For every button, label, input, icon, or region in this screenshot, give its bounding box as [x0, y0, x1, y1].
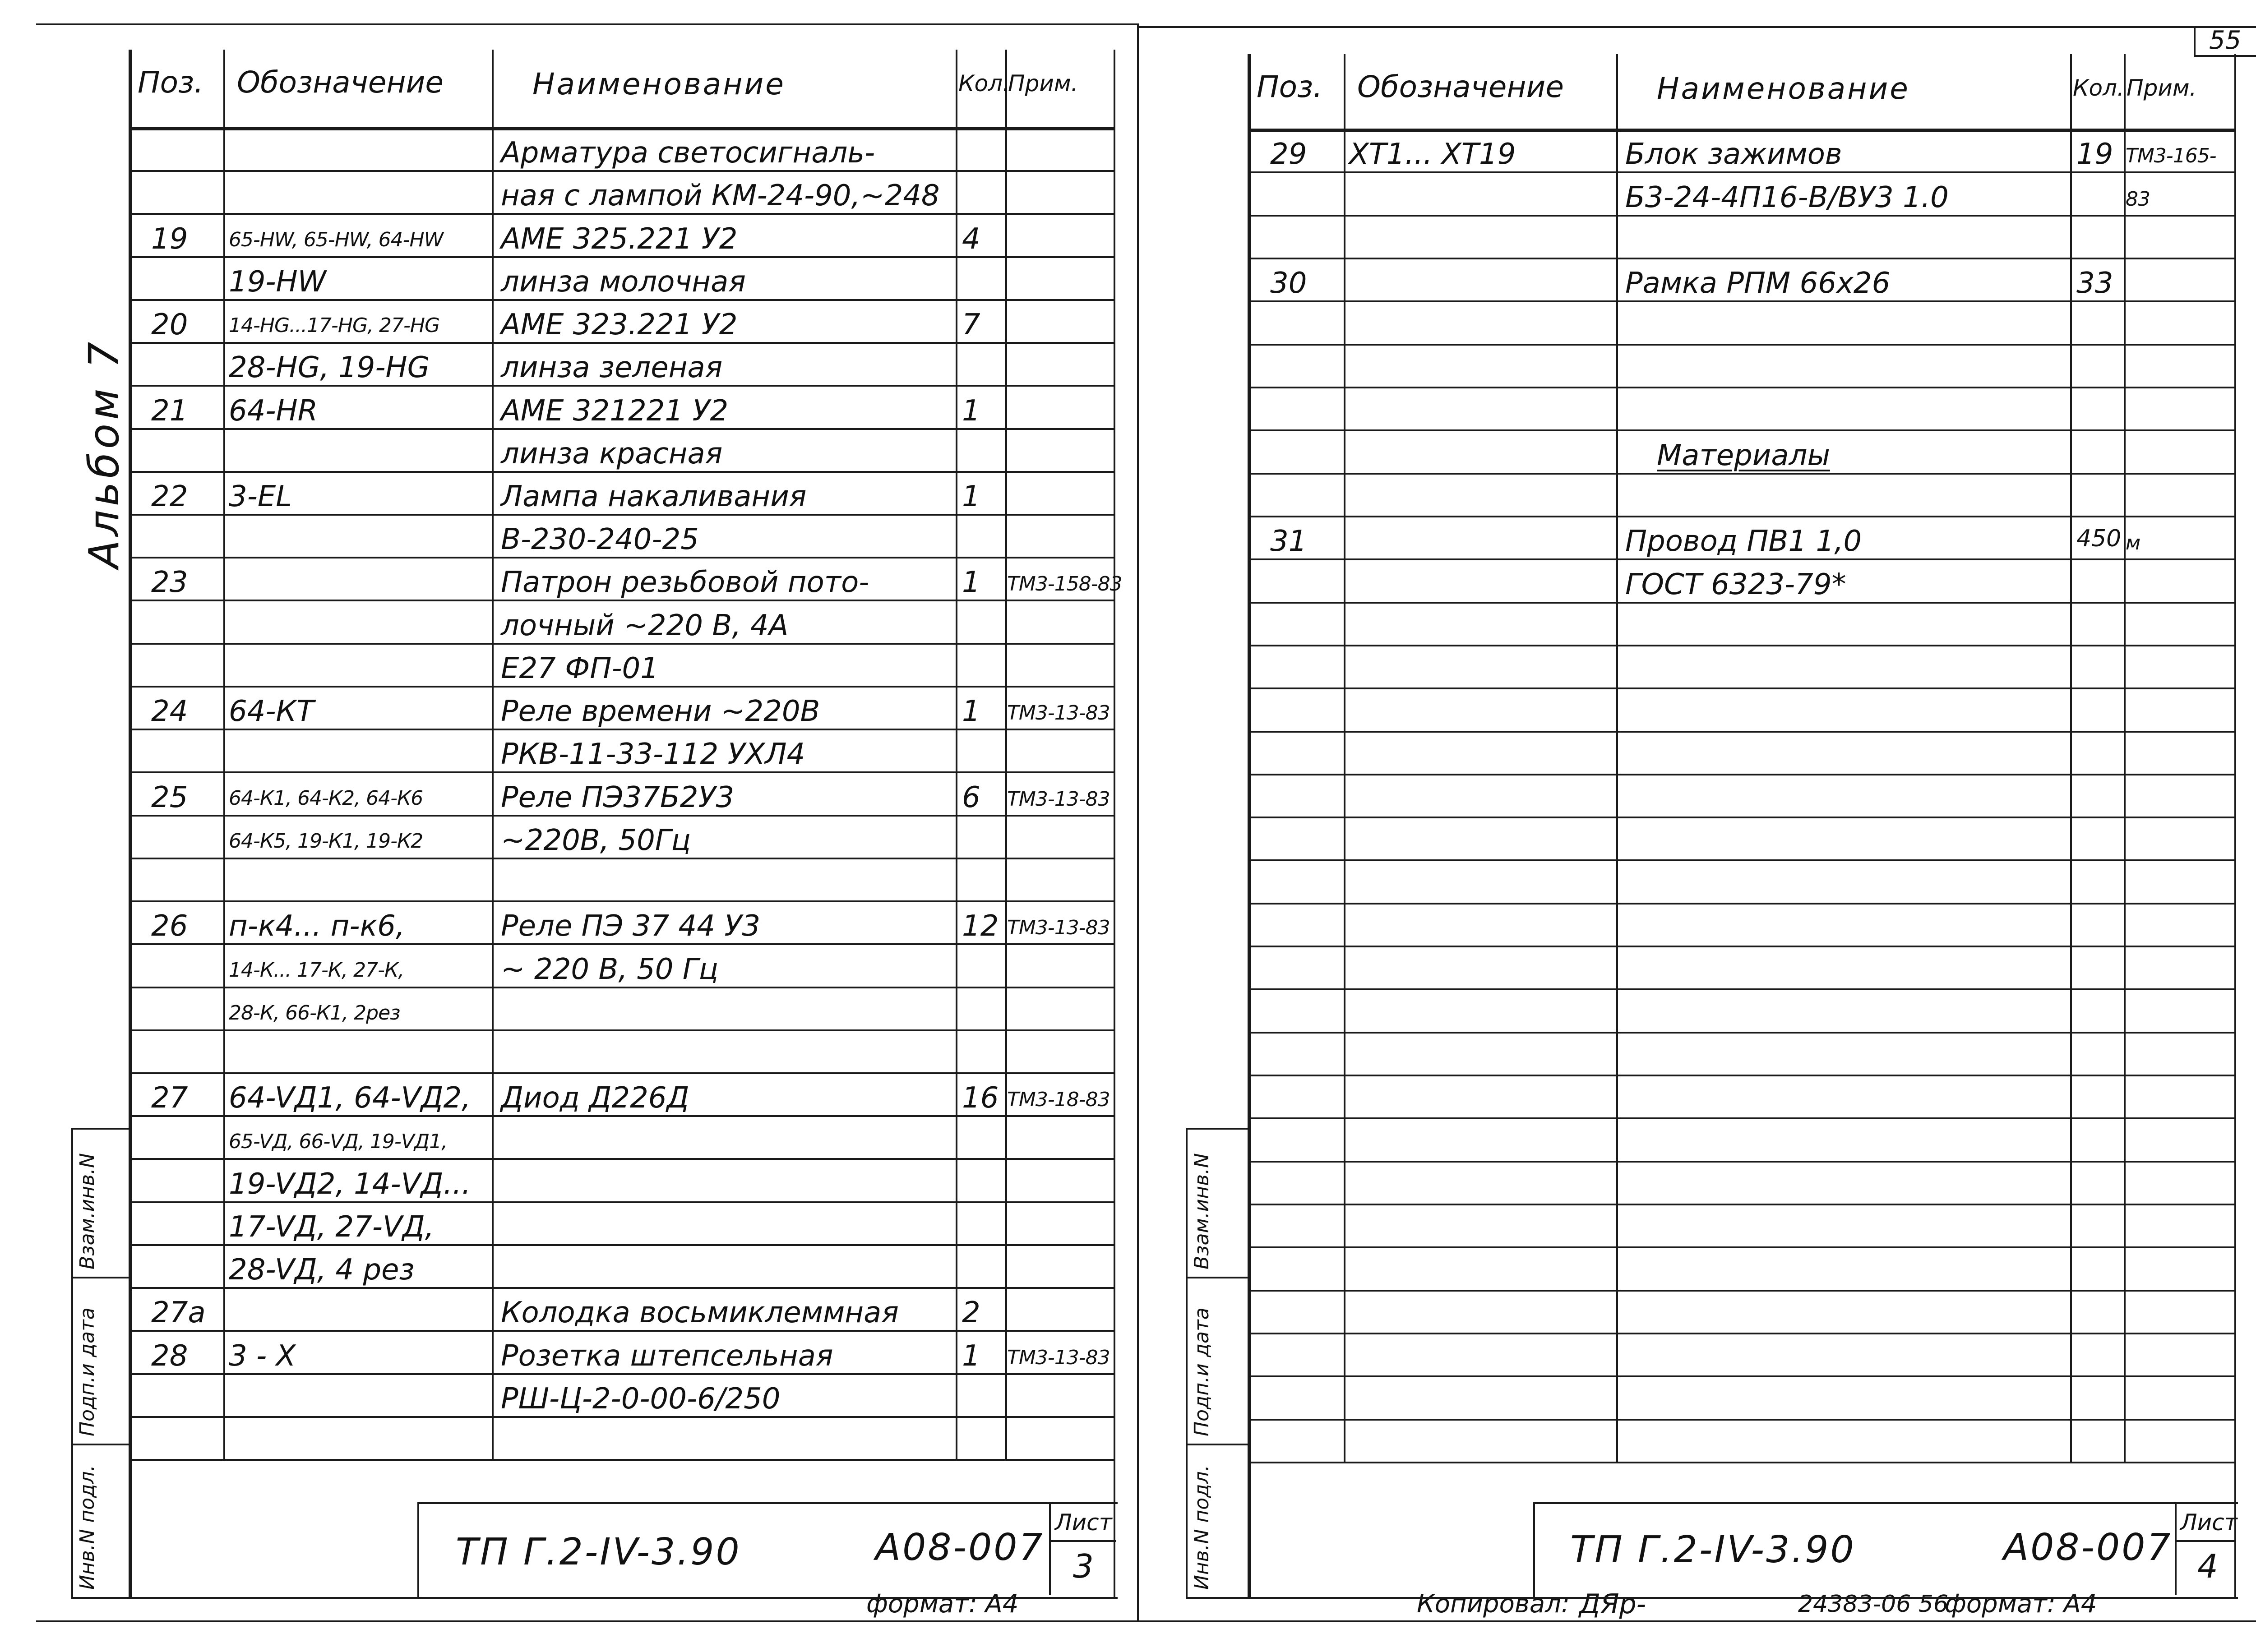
row-name: АМЕ 321221 У2: [501, 394, 729, 428]
copied-by-label: Копировал:: [1417, 1589, 1570, 1619]
sheet3-header-designation: Обозначение: [237, 65, 444, 100]
archive-number: 24383-06 56: [1798, 1591, 1949, 1618]
side-strip-top: [1186, 1128, 1248, 1130]
row-pos: 28: [151, 1339, 188, 1373]
sheet3-row-line: [129, 1115, 1114, 1117]
sheet3-row-line: [129, 643, 1114, 645]
sheet4-row-line: [1248, 1032, 2234, 1034]
sheet4-row-line: [1248, 300, 2234, 302]
sheet3-row-line: [129, 900, 1114, 902]
sheet4-row-line: [1248, 688, 2234, 689]
row-designation: 28-HG, 19-HG: [229, 351, 430, 385]
sheet3-frame-bottom: [129, 1597, 1114, 1599]
sheet3-row-line: [129, 600, 1114, 601]
album-label: Альбом 7: [80, 338, 128, 568]
row-name: Колодка восьмиклеммная: [501, 1296, 899, 1330]
sheet3-header-qty: Кол.: [958, 70, 1010, 97]
format-label-4: формат: А4: [1945, 1589, 2097, 1619]
row-note: ТМ3-18-83: [1007, 1088, 1110, 1112]
row-designation: 28-VД, 4 рез: [229, 1253, 415, 1287]
row-note: ТМ3-158-83: [1007, 572, 1122, 596]
sheet3-row-line: [129, 385, 1114, 387]
row-name: Лампа накаливания: [501, 480, 807, 514]
sheet3-row-line: [129, 815, 1114, 817]
sheet3-row-line: [129, 1158, 1114, 1160]
stamp-sheet-divider-3: [1049, 1502, 1051, 1595]
row-name: Рамка РПМ 66х26: [1625, 267, 1891, 300]
row-qty: 2: [962, 1296, 980, 1330]
row-designation: 64-HR: [229, 394, 318, 428]
sheet4-row-line: [1248, 859, 2234, 861]
sheet4-row-line: [1248, 817, 2234, 818]
bottom-border-line: [36, 1620, 2256, 1622]
row-qty: 1: [962, 480, 980, 514]
sheet4-row-line: [1248, 1462, 2234, 1463]
sheet4-row-line: [1248, 429, 2234, 431]
row-name: лочный ~220 В, 4А: [501, 609, 789, 642]
sheet4-row-line: [1248, 1161, 2234, 1163]
format-label-3: формат: А4: [866, 1589, 1019, 1619]
row-qty: 19: [2076, 138, 2113, 171]
row-qty: 450: [2076, 525, 2122, 553]
row-name: Реле времени ~220В: [501, 695, 820, 729]
sheet3-row-line: [129, 557, 1114, 558]
row-qty: 1: [962, 566, 980, 600]
sheet4-header-pos: Поз.: [1257, 69, 1323, 104]
row-name: РКВ-11-33-112 УХЛ4: [501, 738, 805, 771]
side-label-2: Инв.N подл.: [76, 1465, 99, 1590]
stamp-doc-3: А08-007: [875, 1526, 1045, 1569]
row-pos: 22: [151, 480, 188, 514]
stamp-sheet-line-4: [2175, 1540, 2236, 1542]
page-number: 55: [2209, 26, 2242, 55]
row-note: м: [2126, 531, 2140, 555]
row-designation: 28-К, 66-К1, 2рез: [229, 1001, 400, 1024]
row-name: АМЕ 323.221 У2: [501, 308, 738, 342]
sheet4-row-line: [1248, 731, 2234, 733]
side-strip-line: [71, 1128, 73, 1597]
sheet4-header-name: Наименование: [1657, 71, 1910, 106]
row-note: ТМ3-13-83: [1007, 787, 1110, 811]
sheet4-row-line: [1248, 258, 2234, 259]
sheet4-row-line: [1248, 387, 2234, 388]
row-designation: 64-К1, 64-К2, 64-К6: [229, 786, 423, 810]
row-qty: 12: [962, 909, 999, 943]
row-note: 83: [2126, 187, 2150, 211]
sheet3-col-line-1: [223, 50, 225, 1459]
sheet3-row-line: [129, 729, 1114, 730]
sheet4-col-line-2: [1616, 54, 1618, 1462]
sheet4-row-line: [1248, 988, 2234, 990]
sheet4-row-line: [1248, 1117, 2234, 1119]
row-name: линза молочная: [501, 265, 746, 299]
top-border-line: [36, 23, 1137, 25]
sheet4-row-line: [1248, 774, 2234, 775]
sheet3-row-line: [129, 686, 1114, 688]
row-note: ТМ3-165-: [2126, 144, 2216, 168]
row-pos: 29: [1270, 138, 1307, 171]
sheet4-col-line-4: [2124, 54, 2126, 1462]
sheet3-row-line: [129, 1459, 1114, 1461]
sheet4-header-qty: Кол.: [2073, 75, 2124, 101]
sheet3-row-line: [129, 1201, 1114, 1203]
sheet3-header-name: Наименование: [532, 67, 786, 102]
sheet3-row-line: [129, 471, 1114, 473]
sheet3-row-line: [129, 428, 1114, 430]
sheet3-col-line-3: [956, 50, 957, 1459]
row-designation: 3 - Х: [229, 1339, 296, 1373]
row-pos: 25: [151, 780, 188, 814]
row-designation: 14-К... 17-К, 27-К,: [229, 958, 404, 982]
sheet4-row-line: [1248, 1375, 2234, 1377]
row-name: Розетка штепсельная: [501, 1339, 833, 1373]
row-pos: 23: [151, 566, 188, 600]
sheet3-row-line: [129, 213, 1114, 215]
side-strip-sep: [1186, 1444, 1248, 1445]
row-qty: 1: [962, 1339, 980, 1373]
row-name: В-230-240-25: [501, 523, 699, 557]
row-name: Блок зажимов: [1625, 138, 1842, 171]
sheet4-row-line: [1248, 1290, 2234, 1292]
row-name: Патрон резьбовой пото-: [501, 566, 869, 600]
row-pos: 30: [1270, 267, 1307, 300]
sheet3-row-line: [129, 1330, 1114, 1332]
row-designation: 17-VД, 27-VД,: [229, 1210, 435, 1244]
sheet4-header-note: Прим.: [2127, 75, 2197, 101]
row-name: Провод ПВ1 1,0: [1625, 525, 1862, 558]
sheet4-header-designation: Обозначение: [1357, 69, 1564, 104]
sheet4-row-line: [1248, 1075, 2234, 1076]
sheet4-row-line: [1248, 344, 2234, 346]
row-designation: п-к4... п-к6,: [229, 909, 405, 943]
stamp-sheet-line-3: [1049, 1540, 1116, 1542]
side-strip-sep: [71, 1597, 129, 1599]
sheet4-col-line-1: [1344, 54, 1345, 1462]
row-name: Арматура светосигналь-: [501, 136, 875, 170]
row-designation: 64-К5, 19-К1, 19-К2: [229, 829, 423, 853]
sheet4-row-line: [1248, 645, 2234, 646]
row-name: Е27 ФП-01: [501, 651, 659, 685]
sheet3-row-line: [129, 1416, 1114, 1418]
copied-by-signature: ДЯр-: [1579, 1588, 1646, 1620]
row-note: ТМ3-13-83: [1007, 1346, 1110, 1369]
row-note: ТМ3-13-83: [1007, 701, 1110, 725]
side-strip-sep: [71, 1444, 129, 1445]
sheet3-row-line: [129, 170, 1114, 172]
sheet4-row-line: [1248, 903, 2234, 904]
side-label-0: Взам.инв.N: [76, 1153, 99, 1269]
stamp-code-4: ТП Г.2-IV-3.90: [1570, 1528, 1856, 1571]
sheet3-header-note: Прим.: [1008, 70, 1078, 97]
row-name: Диод Д226Д: [501, 1081, 689, 1115]
sheet4-row-line: [1248, 473, 2234, 475]
side-label-1: Подп.и дата: [1190, 1307, 1213, 1436]
row-designation: XT1... XT19: [1349, 138, 1516, 171]
sheet3-frame-right: [1114, 50, 1115, 1597]
row-name: Реле ПЭ37Б2У3: [501, 780, 735, 814]
sheet3-header-pos: Поз.: [138, 65, 204, 100]
row-designation: 14-HG...17-HG, 27-HG: [229, 314, 440, 337]
page-number-box: [2194, 26, 2256, 57]
sheet3-row-line: [129, 858, 1114, 859]
row-name: линза зеленая: [501, 351, 723, 385]
row-pos: 21: [151, 394, 188, 428]
sheet4-row-line: [1248, 1204, 2234, 1205]
row-pos: 19: [151, 222, 188, 256]
sheet3-row-line: [129, 1072, 1114, 1074]
side-label-1: Подп.и дата: [76, 1307, 99, 1436]
sheet3-row-line: [129, 943, 1114, 945]
sheet4-col-line-3: [2070, 54, 2072, 1462]
row-designation: 64-VД1, 64-VД2,: [229, 1081, 471, 1115]
row-pos: 31: [1270, 525, 1307, 558]
sheet3-row-line: [129, 342, 1114, 344]
sheet4-row-line: [1248, 558, 2234, 560]
row-name: линза красная: [501, 437, 723, 471]
sheet3-row-line: [129, 514, 1114, 516]
row-qty: 1: [962, 394, 980, 428]
row-qty: 33: [2076, 267, 2113, 300]
row-qty: 16: [962, 1081, 999, 1115]
sheet3-frame-left: [129, 50, 132, 1597]
sheet3-row-line: [129, 299, 1114, 301]
sheet4-frame-bottom: [1248, 1597, 2234, 1599]
side-label-2: Инв.N подл.: [1190, 1465, 1213, 1590]
stamp-sheet-divider-4: [2175, 1502, 2177, 1595]
sheet4-row-line: [1248, 215, 2234, 217]
row-name: ная с лампой КМ-24-90,~248: [501, 179, 940, 213]
section-heading: Материалы: [1657, 438, 1830, 472]
sheet3-row-line: [129, 1029, 1114, 1031]
row-pos: 27а: [151, 1296, 206, 1330]
row-name: Б3-24-4П16-В/ВУ3 1.0: [1625, 180, 1949, 214]
row-designation: 3-EL: [229, 480, 292, 514]
row-qty: 4: [962, 222, 980, 256]
row-designation: 65-HW, 65-HW, 64-HW: [229, 228, 444, 251]
row-pos: 24: [151, 695, 188, 729]
sheet3-row-line: [129, 771, 1114, 773]
row-pos: 27: [151, 1081, 188, 1115]
center-divider: [1137, 23, 1139, 1620]
row-name: Реле ПЭ 37 44 У3: [501, 909, 761, 943]
side-strip-sep: [71, 1277, 129, 1278]
side-strip-line: [1186, 1128, 1188, 1597]
stamp-sheet-num-3: 3: [1073, 1547, 1094, 1585]
row-qty: 6: [962, 780, 980, 814]
side-label-0: Взам.инв.N: [1190, 1153, 1213, 1269]
row-name: ~220В, 50Гц: [501, 823, 691, 857]
row-designation: 65-VД, 66-VД, 19-VД1,: [229, 1130, 448, 1154]
sheet3-row-line: [129, 256, 1114, 258]
sheet4-row-line: [1248, 171, 2234, 173]
row-name: ~ 220 В, 50 Гц: [501, 952, 719, 986]
side-strip-sep: [1186, 1597, 1248, 1599]
row-pos: 20: [151, 308, 188, 342]
sheet3-col-line-4: [1005, 50, 1007, 1459]
sheet4-row-line: [1248, 516, 2234, 517]
sheet3-col-line-2: [492, 50, 494, 1459]
sheet3-row-line: [129, 987, 1114, 988]
stamp-sheet-label-3: Лист: [1055, 1509, 1112, 1536]
sheet3-row-line: [129, 1287, 1114, 1289]
stamp-sheet-num-4: 4: [2197, 1547, 2218, 1585]
row-name: РШ-Ц-2-0-00-6/250: [501, 1382, 781, 1416]
sheet3-header-line: [129, 127, 1114, 130]
row-designation: 64-КТ: [229, 695, 314, 729]
side-strip-top: [71, 1128, 129, 1130]
stamp-doc-4: А08-007: [2003, 1526, 2173, 1569]
sheet4-frame-right: [2234, 54, 2236, 1597]
sheet4-row-line: [1248, 602, 2234, 604]
row-name: АМЕ 325.221 У2: [501, 222, 738, 256]
sheet4-row-line: [1248, 1246, 2234, 1248]
stamp-code-3: ТП Г.2-IV-3.90: [456, 1531, 741, 1574]
sheet4-row-line: [1248, 1333, 2234, 1334]
row-qty: 7: [962, 308, 980, 342]
stamp-sheet-label-4: Лист: [2180, 1509, 2238, 1536]
sheet4-row-line: [1248, 1419, 2234, 1421]
sheet3-row-line: [129, 1244, 1114, 1246]
row-note: ТМ3-13-83: [1007, 916, 1110, 940]
sheet3-row-line: [129, 1373, 1114, 1375]
sheet4-row-line: [1248, 946, 2234, 947]
side-strip-sep: [1186, 1277, 1248, 1278]
row-designation: 19-VД2, 14-VД...: [229, 1167, 471, 1201]
sheet4-frame-left: [1248, 54, 1251, 1597]
row-name: ГОСТ 6323-79*: [1625, 568, 1846, 601]
row-qty: 1: [962, 695, 980, 729]
top-border-line-right: [1137, 26, 2256, 28]
row-pos: 26: [151, 909, 188, 943]
sheet4-header-line: [1248, 129, 2234, 132]
row-designation: 19-HW: [229, 265, 326, 299]
